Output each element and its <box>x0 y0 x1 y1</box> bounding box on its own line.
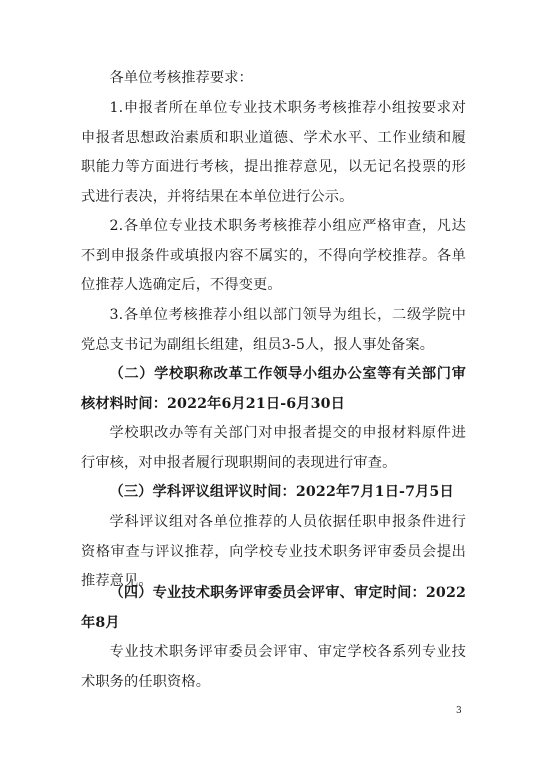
section-body-4: 专业技术职务评审委员会评审、审定学校各系列专业技术职务的任职资格。 <box>81 644 466 690</box>
section-heading-3: （三）学科评议组评议时间：2022年7月1日-7月5日 <box>109 484 454 500</box>
requirements-heading: 各单位考核推荐要求： <box>109 70 253 86</box>
page-number: 3 <box>456 706 462 716</box>
requirement-item-2: 2.各单位专业技术职务考核推荐小组应严格审查，凡达不到申报条件或填报内容不属实的，不得向学校推荐。各单位推荐人选确定后，不得变更。 <box>81 218 466 294</box>
section-body-2: 学校职改办等有关部门对申报者提交的申报材料原件进行审核，对申报者履行现职期间的表现进行审查。 <box>81 425 466 471</box>
requirement-item-3: 3.各单位考核推荐小组以部门领导为组长，二级学院中党总支书记为副组长组建，组员3-5人，报人事处备案。 <box>81 307 466 353</box>
requirement-item-1: 1.申报者所在单位专业技术职务考核推荐小组按要求对申报者思想政治素质和职业道德、学术水平、工作业绩和履职能力等方面进行考核，提出推荐意见，以无记名投票的形式进行表决，并将结果在本单位进行公示。 <box>81 100 466 205</box>
section-heading-2: （二）学校职称改革工作领导小组办公室等有关部门审核材料时间：2022年6月21日-6月30日 <box>81 366 466 412</box>
section-heading-4: （四）专业技术职务评审委员会评审、审定时间：2022年8月 <box>81 585 466 631</box>
section-body-3: 学科评议组对各单位推荐的人员依据任职申报条件进行资格审查与评议推荐，向学校专业技术职务评审委员会提出推荐意见。 <box>81 514 466 590</box>
